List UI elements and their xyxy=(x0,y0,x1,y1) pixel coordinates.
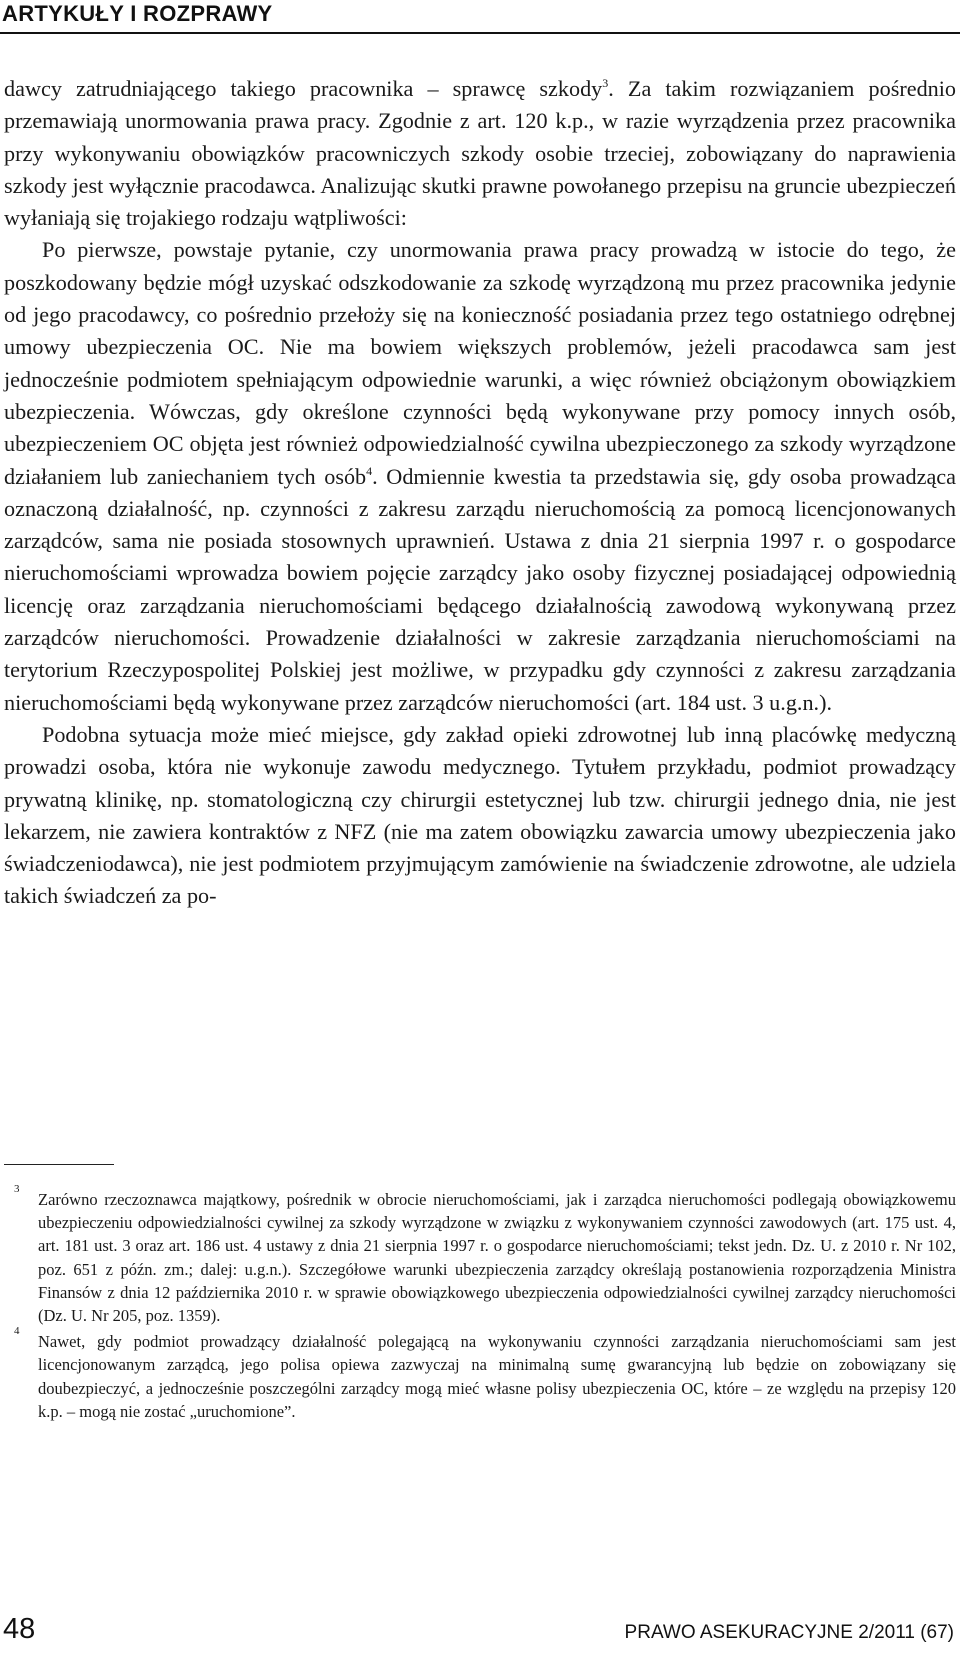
page-number: 48 xyxy=(3,1613,36,1645)
paragraph-1 xyxy=(4,73,956,234)
footnote-ref-3[interactable]: 3 xyxy=(602,76,609,90)
footnote-4 xyxy=(4,1325,956,1423)
article-body xyxy=(4,73,956,913)
journal-name: PRAWO ASEKURACYJNE 2/2011 (67) xyxy=(624,1622,954,1643)
footnotes xyxy=(4,1183,956,1426)
paragraph-2-text-a: Po pierwsze, powstaje pytanie, czy unormowania prawa pracy prowadzą w istocie do tego, że poszkodowany będzie mógł uzyskać odszkodowanie za szkodę wyrządzoną mu przez pracownika jedynie od jego pracodawcy, co pośrednio przełoży się na konieczność posiadania przez tego ostatniego odrębnej umowy ubezpieczenia OC. Nie ma bowiem większych problemów, jeżeli pracodawca sam jest jednocześnie podmiotem spełniającym odpowiednie warunki, a więc również obciążonym obowiązkiem ubezpieczenia. Wówczas, gdy określone czynności będą wykonywane przy pomocy innych osób, ubezpieczeniem OC objęta jest również odpowiedzialność cywilna ubezpieczonego za szkody wyrządzone działaniem lub zaniechaniem tych osób xyxy=(4,237,956,489)
paragraph-1-text-a: dawcy zatrudniającego takiego pracownika – sprawcę szkody xyxy=(4,76,603,101)
section-title: ARTYKUŁY I ROZPRAWY xyxy=(2,1,273,26)
header-rule xyxy=(0,32,960,34)
footnote-mark: 3 xyxy=(14,1183,20,1195)
footnote-mark: 4 xyxy=(14,1325,20,1338)
paragraph-1-text-b: . Za takim rozwiązaniem pośrednio przemawiają unormowania prawa pracy. Zgodnie z art. 120 k.p., w razie wyrządzenia przez pracownika przy wykonywaniu obowiązków pracowniczych szkody osobie trzeciej, zobowiązany do naprawienia szkody jest wyłącznie pracodawca. Analizując skutki prawne powołanego przepisu na gruncie ubezpieczeń wyłaniają się trojakiego rodzaju wątpliwości: xyxy=(4,76,957,231)
footnote-3 xyxy=(4,1183,956,1327)
footnote-text: Zarówno rzeczoznawca majątkowy, pośrednik w obrocie nieruchomościami, jak i zarządca nieruchomości podlegają obowiązkowemu ubezpieczeniu odpowiedzialności cywilnej za szkody wyrządzone w związku z wykonywaniem czynności zawodowych (art. 175 ust. 4, art. 181 ust. 3 oraz art. 186 ust. 4 ustawy z dnia 21 sierpnia 1997 r. o gospodarce nieruchomościami; tekst jedn. Dz. U. z 2010 r. Nr 102, poz. 651 z późn. zm.; dalej: u.g.n.). Szczegółowe warunki ubezpieczenia zarządcy określają postanowienia rozporządzenia Ministra Finansów z dnia 12 października 2010 r. w sprawie obowiązkowego ubezpieczenia odpowiedzialności cywilnej zarządcy nieruchomości (Dz. U. Nr 205, poz. 1359). xyxy=(38,1190,956,1326)
paragraph-2-text-b: . Odmiennie kwestia ta przedstawia się, gdy osoba prowadząca oznaczoną działalność, np. czynności z zakresu zarządu nieruchomością za pomocą licencjonowanych zarządców, sama nie posiada stosownych uprawnień. Ustawa z dnia 21 sierpnia 1997 r. o gospodarce nieruchomościami wprowadza bowiem pojęcie zarządcy jako osoby fizycznej posiadającej odpowiednią licencję oraz zarządzania nieruchomościami będącego działalnością zawodową wykonywaną przez zarządców nieruchomości. Prowadzenie działalności w zakresie zarządzania nieruchomościami na terytorium Rzeczypospolitej Polskiej jest możliwe, w przypadku gdy czynności z zakresu zarządzania nieruchomościami będą wykonywane przez zarządców nieruchomości (art. 184 ust. 3 u.g.n.). xyxy=(4,463,956,715)
footnote-ref-4[interactable]: 4 xyxy=(366,463,373,478)
paragraph-3: Podobna sytuacja może mieć miejsce, gdy zakład opieki zdrowotnej lub inną placówkę medyczną prowadzi osoba, która nie wykonuje zawodu medycznego. Tytułem przykładu, podmiot prowadzący prywatną klinikę, np. stomatologiczną czy chirurgii estetycznej lub tzw. chirurgii jednego dnia, nie jest lekarzem, nie zawiera kontraktów z NFZ (nie ma zatem obowiązku zawarcia umowy ubezpieczenia jako świadczeniodawca), nie jest podmiotem przyjmującym zamówienie na świadczenie zdrowotne, ale udziela takich świadczeń za po- xyxy=(4,721,956,909)
footnote-text: Nawet, gdy podmiot prowadzący działalność polegającą na wykonywaniu czynności zarządzania nieruchomościami sam jest licencjonowanym zarządcą, jego polisa opiewa zazwyczaj na minimalną sumę gwarancyjną lub będzie on zobowiązany się doubezpieczyć, a jednocześnie poszczególni zarządcy mogą mieć własne polisy ubezpieczenia OC, które – ze względu na przepisy 120 k.p. – mogą nie zostać „uruchomione”. xyxy=(38,1332,956,1421)
paragraph-2 xyxy=(4,234,956,718)
footnote-separator xyxy=(4,1164,114,1165)
